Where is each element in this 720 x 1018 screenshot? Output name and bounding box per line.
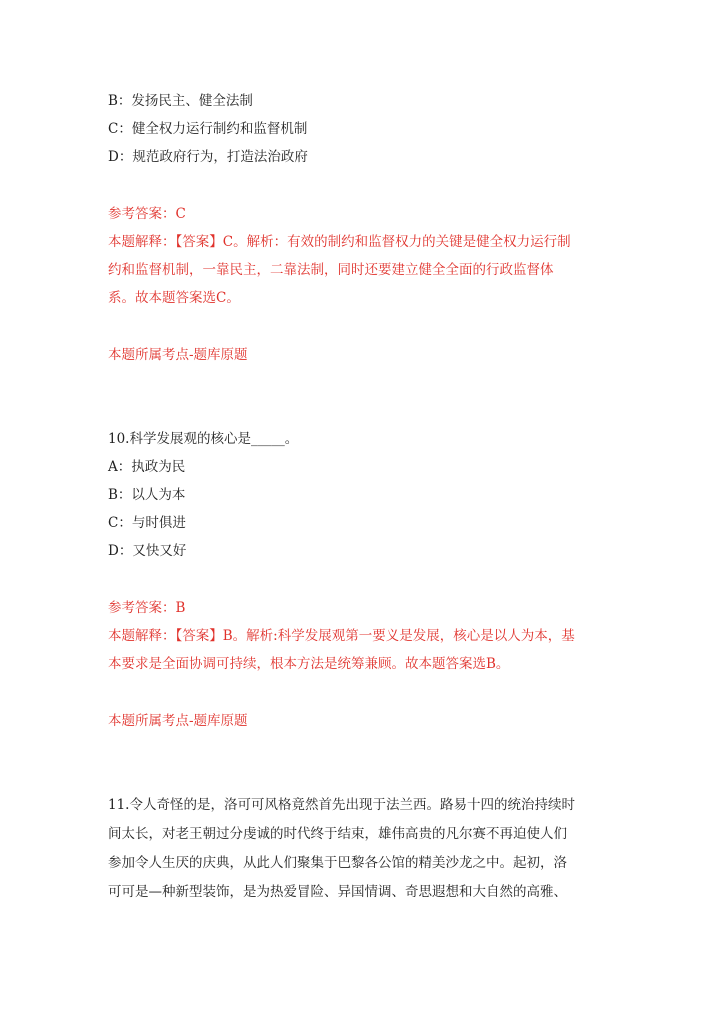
q10-explanation-line-2: 本要求是全面协调可持续，根本方法是统筹兼顾。故本题答案选B。: [108, 656, 510, 672]
q10-option-b: B：以人为本: [108, 487, 186, 503]
q10-question: 10.科学发展观的核心是_____。: [108, 431, 299, 447]
q10-answer: 参考答案：B: [108, 600, 186, 616]
q10-option-c: C：与时俱进: [108, 515, 186, 531]
q9-source-note: 本题所属考点-题库原题: [108, 347, 248, 363]
q9-explanation-line-1: 本题解释：【答案】C。解析：有效的制约和监督权力的关键是健全权力运行制: [108, 234, 571, 250]
q9-answer: 参考答案：C: [108, 206, 186, 222]
q11-paragraph-line-4: 可可是—种新型装饰，是为热爱冒险、异国情调、奇思遐想和大自然的高雅、: [108, 884, 567, 900]
q11-paragraph-line-2: 间太长，对老王朝过分虔诚的时代终于结束，雄伟高贵的凡尔赛不再迫使人们: [108, 826, 567, 842]
q10-option-d: D：又快又好: [108, 543, 187, 559]
q9-option-d: D：规范政府行为，打造法治政府: [108, 149, 308, 165]
q10-option-a: A：执政为民: [108, 459, 186, 475]
q9-option-c: C：健全权力运行制约和监督机制: [108, 121, 308, 137]
q9-explanation-line-2: 约和监督机制，一靠民主，二靠法制，同时还要建立健全全面的行政监督体: [108, 262, 554, 278]
q9-explanation-line-3: 系。故本题答案选C。: [108, 290, 240, 306]
q10-explanation-line-1: 本题解释：【答案】B。解析:科学发展观第一要义是发展，核心是以人为本，基: [108, 628, 575, 644]
q11-paragraph-line-1: 11.令人奇怪的是，洛可可风格竟然首先出现于法兰西。路易十四的统治持续时: [108, 797, 575, 813]
q9-option-b: B：发扬民主、健全法制: [108, 93, 253, 109]
q11-paragraph-line-3: 参加令人生厌的庆典，从此人们聚集于巴黎各公馆的精美沙龙之中。起初，洛: [108, 855, 567, 871]
q10-source-note: 本题所属考点-题库原题: [108, 713, 248, 729]
